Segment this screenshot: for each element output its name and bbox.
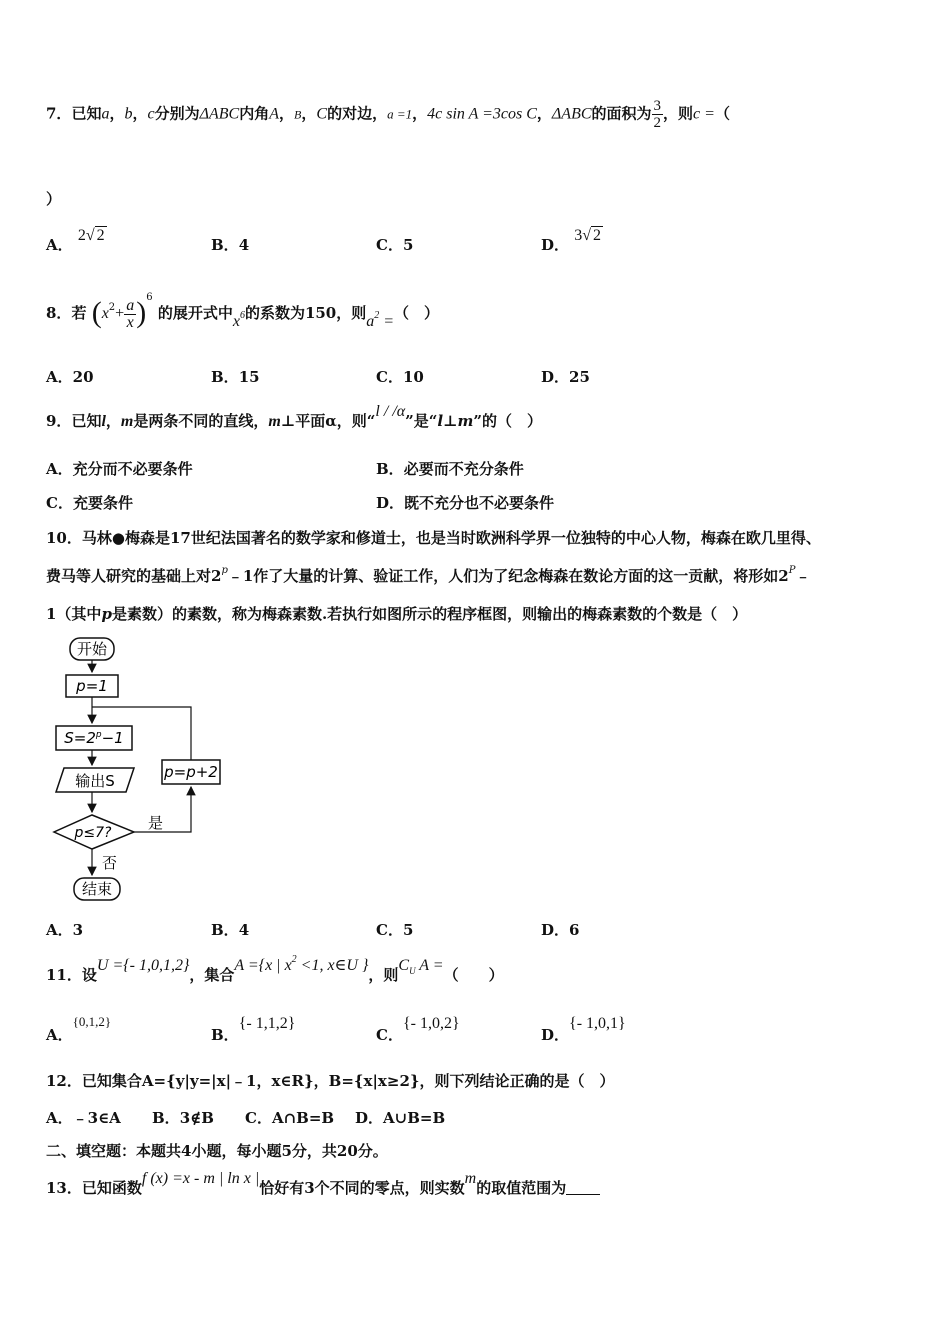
q7-option-d-value: 3√ 2: [574, 227, 602, 244]
start-label: 开始: [76, 640, 108, 658]
question-10-line1: 10．马林●梅森是17世纪法国著名的数学家和修道士，也是当时欧洲科学界一位独特的中心人物，梅森在欧几里得、: [46, 529, 821, 547]
section-title-fill-in: 二、填空题：本题共4小题，每小题5分，共20分。: [46, 1142, 388, 1160]
q10-option-a[interactable]: A．3: [46, 921, 84, 939]
q7-option-a-value: 2√ 2: [77, 227, 105, 244]
fraction-three-halves: $\frac{3}{2}$: [653, 98, 662, 131]
question-13: 13．已知函数f (x) =x - m | ln x |恰好有3个不同的零点，则实数m的取值范围为: [46, 1177, 600, 1198]
left-paren: (: [91, 296, 102, 329]
q9-option-b[interactable]: B．必要而不充分条件: [376, 460, 524, 478]
q8-option-c[interactable]: C．10: [376, 368, 424, 386]
q12-option-a[interactable]: A．﹣3∈A: [46, 1109, 121, 1127]
q11-option-c[interactable]: C．{- 1,0,2}: [376, 1015, 460, 1044]
q12-option-d[interactable]: D．A∪B=B: [355, 1109, 446, 1127]
q8-option-b[interactable]: B．15: [211, 368, 260, 386]
question-7-close-paren: ）: [46, 190, 62, 208]
q9-option-a[interactable]: A．充分而不必要条件: [46, 460, 193, 478]
question-10-line2: 费马等人研究的基础上对2$^p$﹣1作了大量的计算、验证工作，人们为了纪念梅森在数论方面的这一贡献，将形如$2^P﹣$: [46, 565, 811, 585]
q9-option-d[interactable]: D．既不充分也不必要条件: [376, 494, 555, 512]
q12-option-b[interactable]: B．3∉B: [152, 1109, 214, 1127]
q7-option-c[interactable]: C．5: [376, 236, 414, 254]
assign-label: $S=2^p-1$: [64, 729, 124, 747]
end-label: 结束: [81, 880, 113, 898]
q11-option-a[interactable]: A．{0,1,2}: [46, 1014, 112, 1044]
program-flowchart: [48, 632, 238, 904]
yes-label: 是: [148, 814, 164, 832]
q8-option-d[interactable]: D．25: [541, 368, 590, 386]
q10-option-c[interactable]: C．5: [376, 921, 414, 939]
right-paren: ): [136, 296, 147, 329]
question-8: 8．若 ($x^2+$ $\frac{a}{x}$ )$^6$ 的展开式中$x^6$的系数为150，则$a^2$ =（ ）: [46, 292, 440, 331]
q11-option-b[interactable]: B．{- 1,1,2}: [211, 1015, 296, 1044]
answer-blank[interactable]: [566, 1180, 600, 1195]
question-10-line3: 1（其中p是素数）的素数，称为梅森素数.若执行如图所示的程序框图，则输出的梅森素数的个数是（ ）: [46, 605, 748, 623]
question-number: 8．: [46, 304, 72, 322]
question-number: 13．: [46, 1179, 82, 1197]
question-number: 12．: [46, 1072, 82, 1090]
output-label: 输出S: [75, 772, 115, 790]
fraction-a-over-x: $\frac{a}{x}$: [126, 296, 135, 331]
condition-label: p≤7?: [74, 825, 112, 841]
question-number: 11．: [46, 966, 82, 984]
q7-option-d[interactable]: D． 3√ 2: [541, 227, 602, 254]
question-number: 7．: [46, 104, 72, 123]
question-7: 7．已知a，b，c分别为ΔABC内角A，B，C的对边，a =1，4c sin A =3cos C，ΔABC的面积为 $\frac{3}{2}$ ，则c =（: [46, 98, 730, 131]
question-number: 10．: [46, 529, 82, 547]
update-label: p=p+2: [164, 763, 218, 781]
q10-option-b[interactable]: B．4: [211, 921, 250, 939]
q12-option-c[interactable]: C．A∩B=B: [245, 1109, 335, 1127]
q7-option-b[interactable]: B．4: [211, 236, 250, 254]
no-label: 否: [102, 854, 118, 872]
q11-option-d[interactable]: D．{- 1,0,1}: [541, 1015, 626, 1044]
init-label: p=1: [76, 677, 108, 695]
q9-option-c[interactable]: C．充要条件: [46, 494, 133, 512]
question-9: 9．已知l，m是两条不同的直线，m⊥平面α，则“l / /α”是“l⊥m”的（ ）: [46, 403, 543, 430]
question-11: 11．设U ={- 1,0,1,2}，集合A ={x | $x^2 <1$, x∈U }，则$C_U$ A =（ ）: [46, 954, 504, 984]
question-12: 12．已知集合A={y|y=|x|﹣1，x∈R}，B={x|x≥2}，则下列结论正确的是（ ）: [46, 1072, 615, 1090]
q8-option-a[interactable]: A．20: [46, 368, 94, 386]
question-number: 9．: [46, 412, 72, 430]
q10-option-d[interactable]: D．6: [541, 921, 580, 939]
q7-option-a[interactable]: A． 2√ 2: [46, 227, 105, 254]
